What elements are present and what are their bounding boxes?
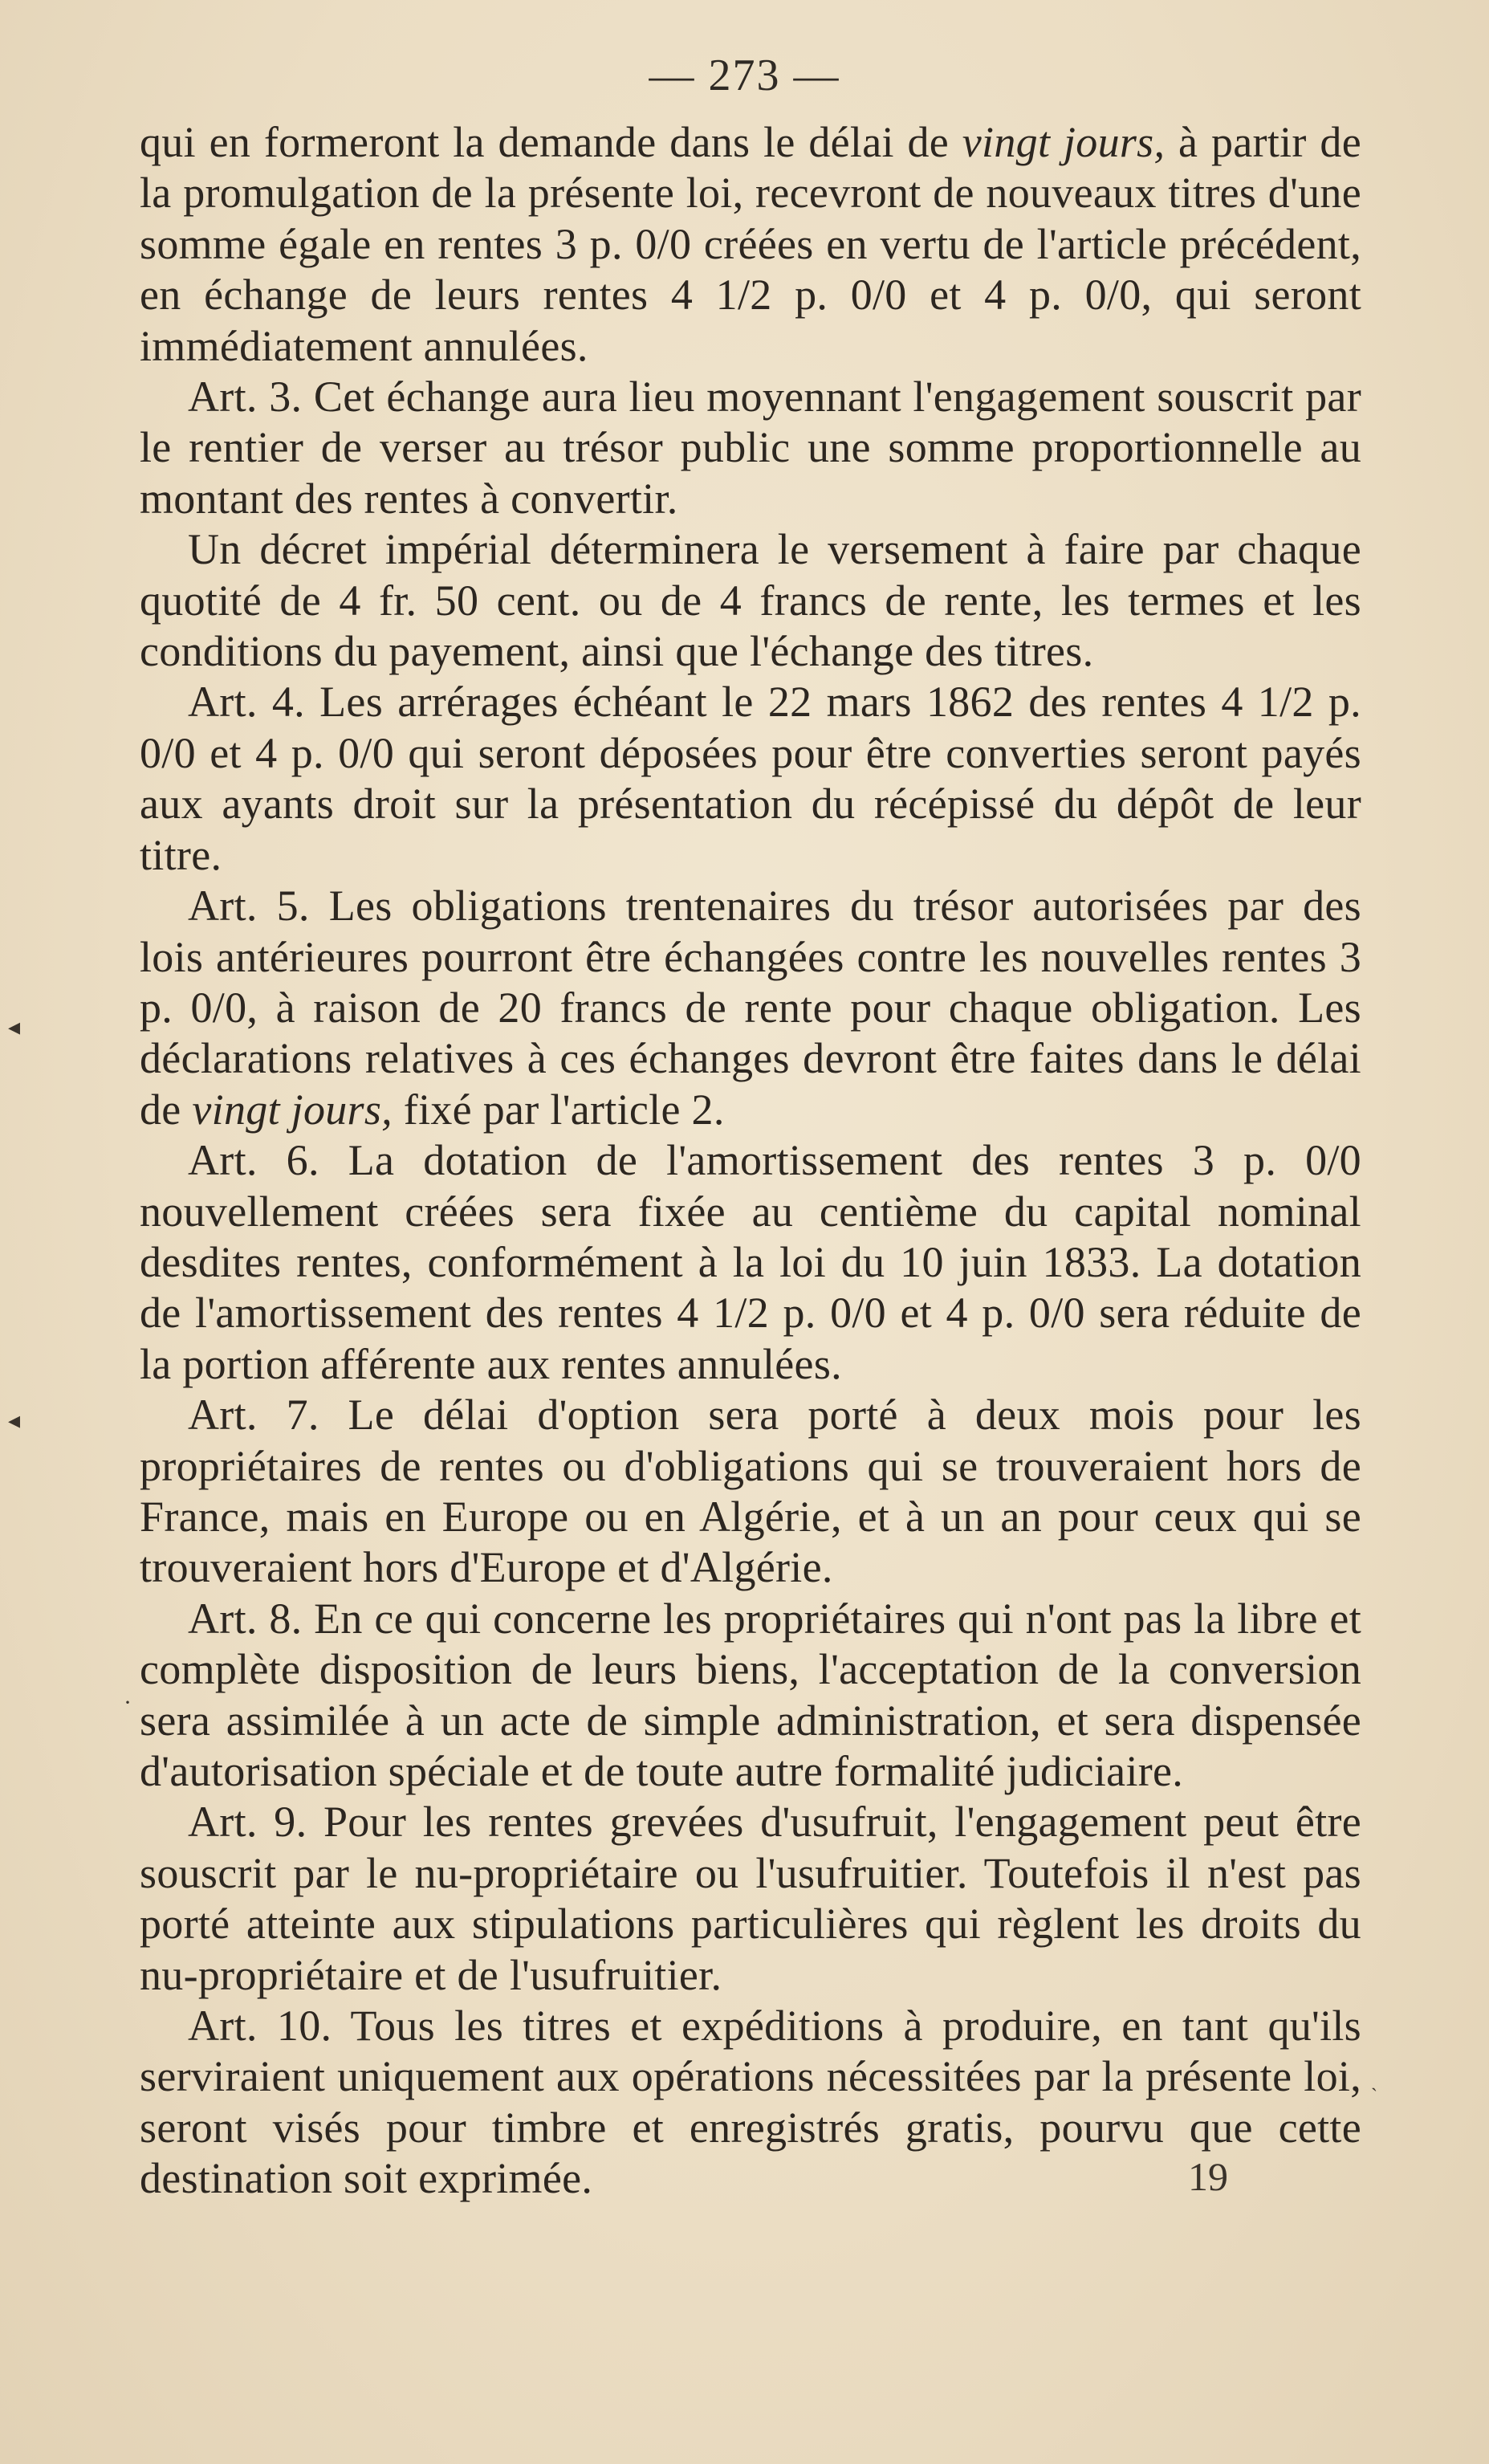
article-5 [140,881,1361,1135]
left-arrow-icon: ◂ [8,1407,21,1434]
article-8: Art. 8. En ce qui concerne les propriétaires qui n'ont pas la libre et complète disposition de leurs biens, l'acceptation de la conversion sera assimilée à un acte de simple administration, et sera dispensée d'autorisation spéciale et de toute autre formalité judiciaire. [140,1594,1361,1795]
paragraph-1-text-end: à partir de la promulgation de la présente loi, recevront de nouveaux titres d'une somme égale en rentes 3 p. 0/0 créées en vertu de l'article précédent, en échange de leurs rentes 4 1/2 p. 0/0 et 4 p. 0/0, qui seront immédiatement annulées. [140,118,1361,370]
tick-mark-icon: ˎ [1371,2071,1377,2091]
paragraph-1-text: qui en formeront la demande dans le délai de [140,118,962,166]
article-5-text: Art. 5. Les obligations trentenaires du trésor autorisées par des lois antérieures pourront être échangées contre les nouvelles rentes 3 p. 0/0, à raison de 20 francs de rente pour chaque obligation. Les déclarations relatives à ces échanges devront être faites dans le délai de [140,882,1361,1134]
article-5-emphasis: vingt jours, [192,1085,393,1134]
left-arrow-icon: ◂ [8,1014,21,1041]
paragraph-decree: Un décret impérial déterminera le versement à faire par chaque quotité de 4 fr. 50 cent. ou de 4 francs de rente, les termes et les conditions du payement, ainsi que l'échange des titres. [140,525,1361,676]
article-9: Art. 9. Pour les rentes grevées d'usufruit, l'engagement peut être souscrit par le nu-propriétaire ou l'usufruitier. Toutefois il n'est pas porté atteinte aux stipulations particulières qui règlent les droits du nu-propriétaire et de l'usufruitier. [140,1798,1361,1999]
paragraph-1-emphasis: vingt jours, [962,118,1166,166]
article-3: Art. 3. Cet échange aura lieu moyennant l'engagement souscrit par le rentier de verser au trésor public une somme proportionnelle au montant des rentes à convertir. [140,373,1361,523]
article-4: Art. 4. Les arrérages échéant le 22 mars 1862 des rentes 4 1/2 p. 0/0 et 4 p. 0/0 qui seront déposées pour être converties seront payés aux ayants droit sur la présentation du récépissé du dépôt de leur titre. [140,678,1361,879]
article-6: Art. 6. La dotation de l'amortissement des rentes 3 p. 0/0 nouvellement créées sera fixée au centième du capital nominal desdites rentes, conformément à la loi du 10 juin 1833. La dotation de l'amortissement des rentes 4 1/2 p. 0/0 et 4 p. 0/0 sera réduite de la portion afférente aux rentes annulées. [140,1136,1361,1388]
article-5-text-end: fixé par l'article 2. [392,1085,725,1134]
dot-mark-icon: · [124,1689,132,1716]
signature-mark: 19 [1188,2154,1228,2199]
article-7: Art. 7. Le délai d'option sera porté à deux mois pour les propriétaires de rentes ou d'obligations qui se trouveraient hors de France, mais en Europe ou en Algérie, et à un an pour ceux qui se trouveraient hors d'Europe et d'Algérie. [140,1391,1361,1592]
page-number-header: — 273 — [649,51,840,100]
body-text [140,117,1361,2205]
paragraph-continuation [140,117,1361,372]
article-10: Art. 10. Tous les titres et expéditions à produire, en tant qu'ils serviraient uniquement aux opérations nécessitées par la présente loi, seront visés pour timbre et enregistrés gratis, pourvu que cette destination soit exprimée. [140,2002,1361,2203]
